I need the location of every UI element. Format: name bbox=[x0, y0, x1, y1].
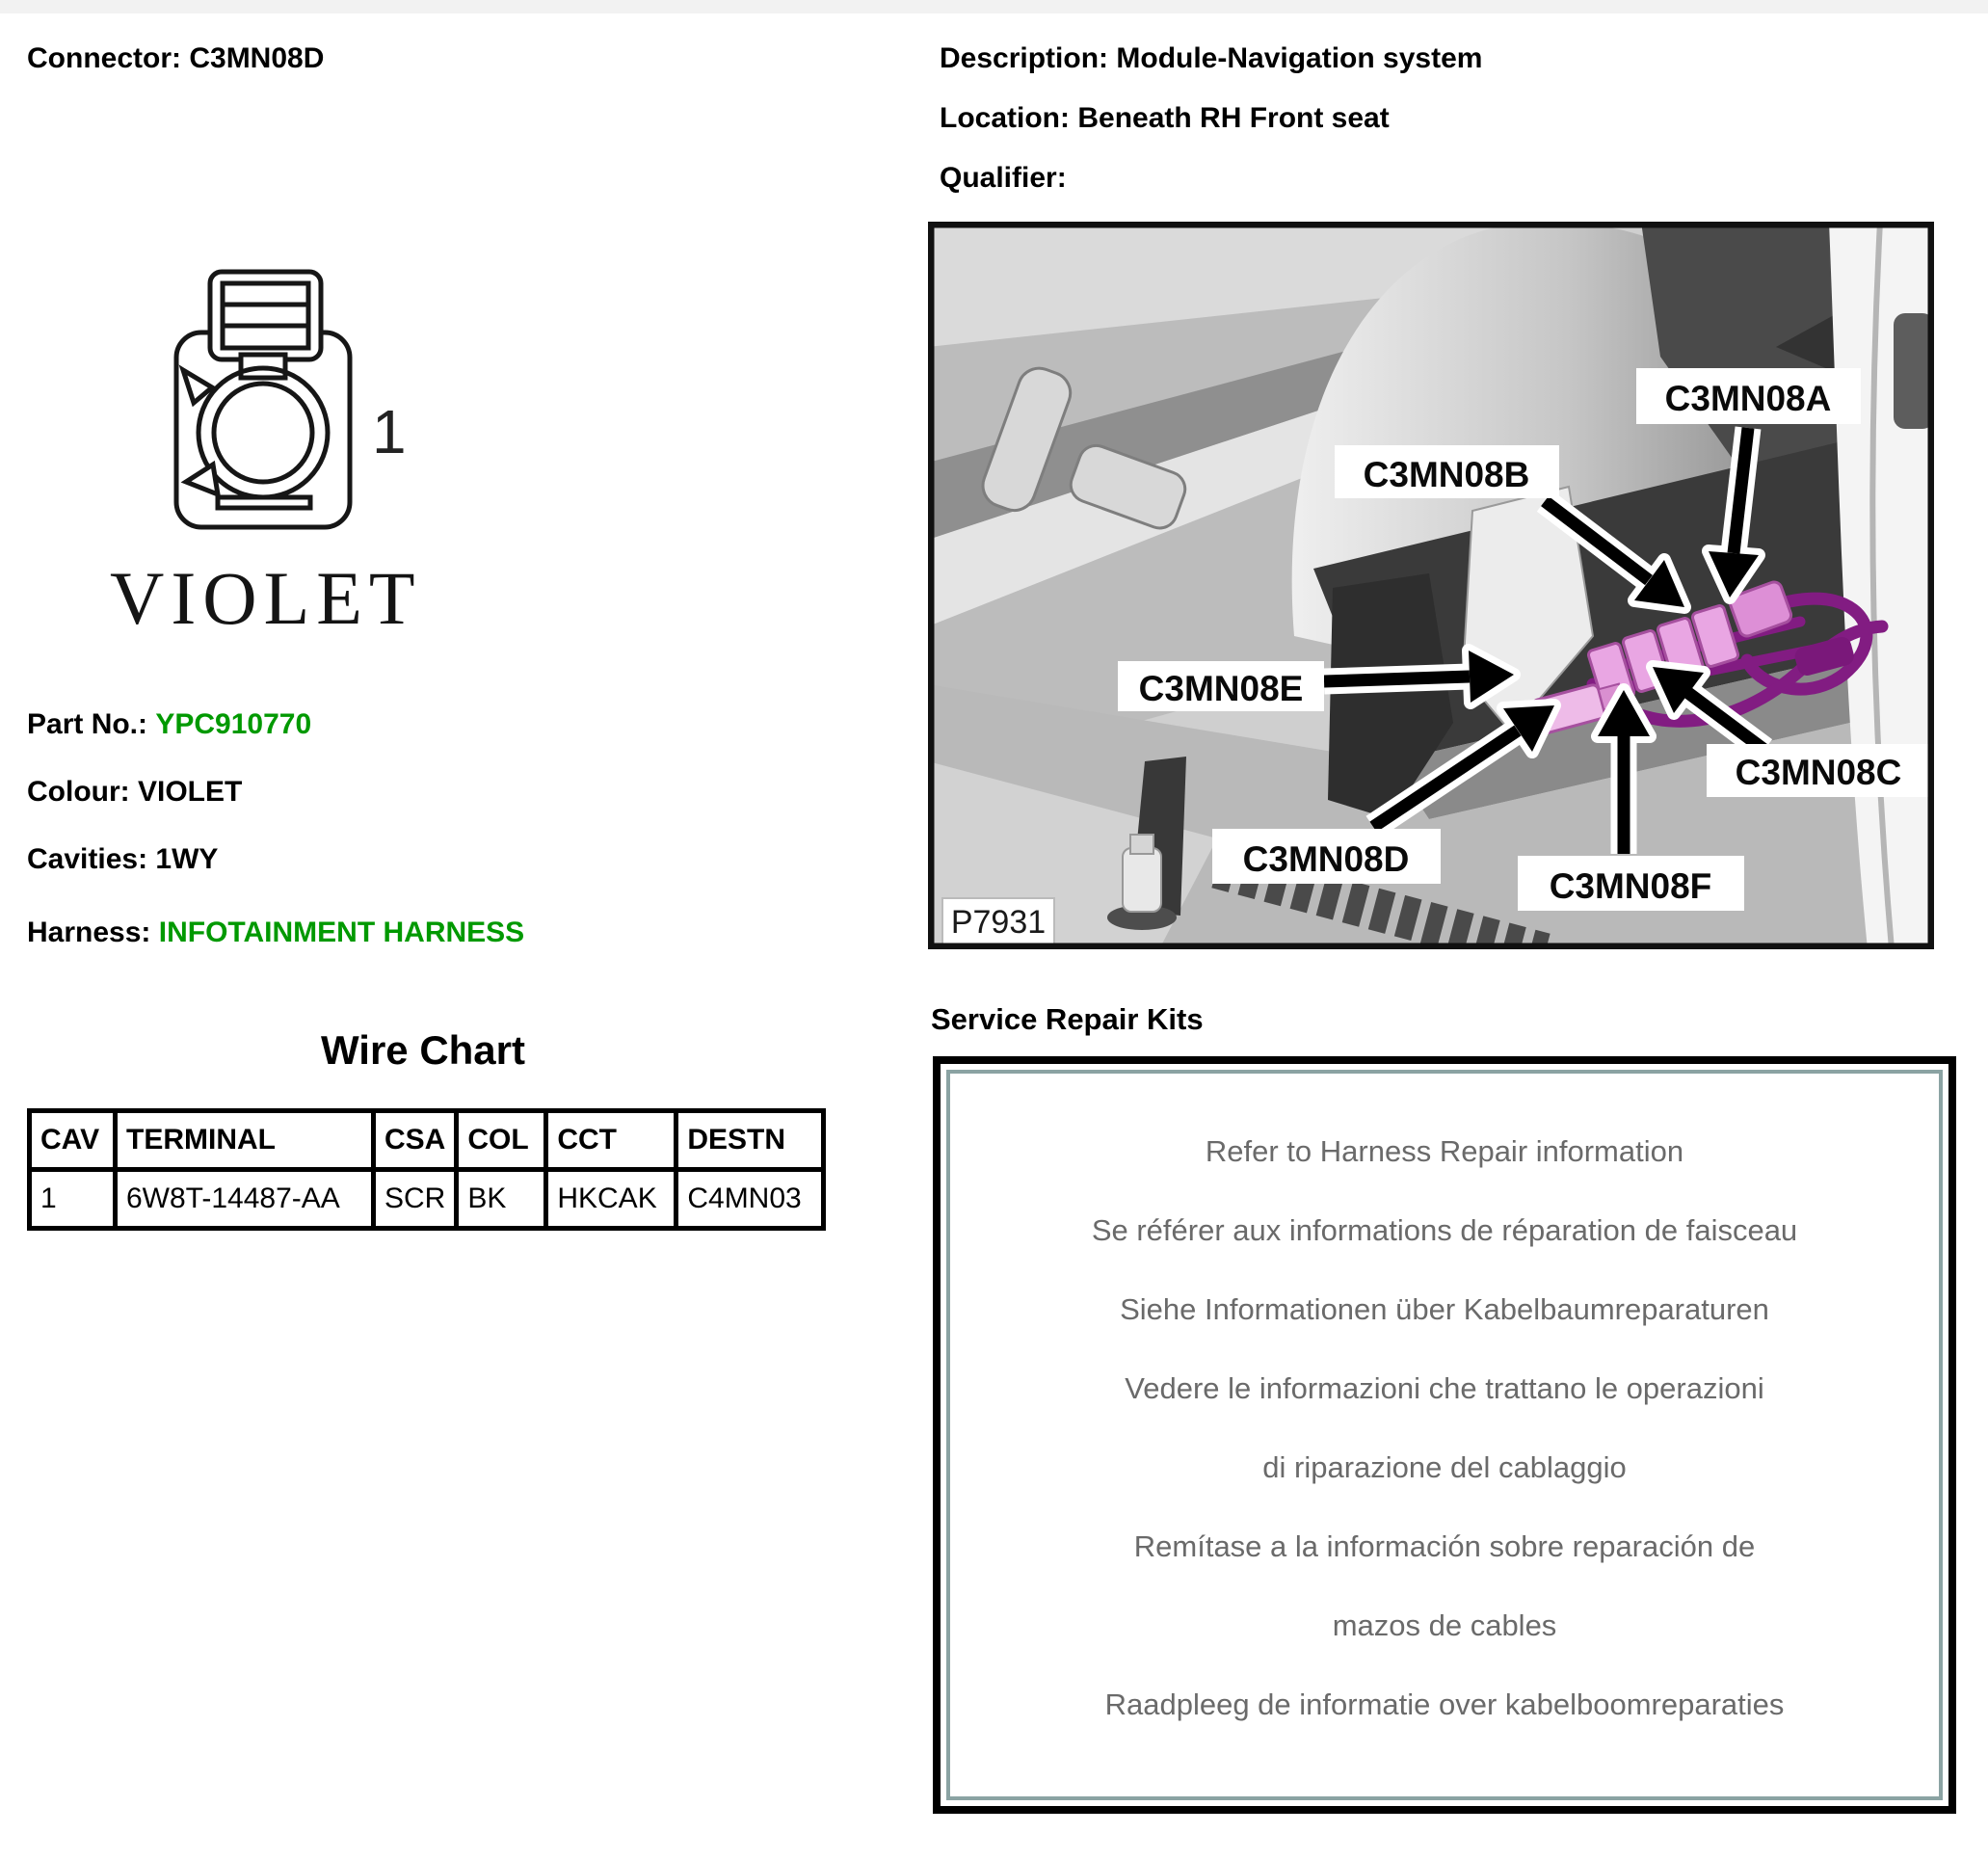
repair-line-it-1: Vedere le informazioni che trattano le operazioni bbox=[1125, 1371, 1764, 1405]
col-header-cav: CAV bbox=[30, 1111, 116, 1170]
description-header bbox=[940, 29, 1482, 208]
description-label: Description: bbox=[940, 42, 1109, 74]
figure-id-text: P7931 bbox=[950, 904, 1047, 941]
top-strip bbox=[0, 0, 1988, 13]
cell-terminal: 6W8T-14487-AA bbox=[116, 1170, 374, 1229]
cell-destn: C4MN03 bbox=[676, 1170, 824, 1229]
connector-value: C3MN08D bbox=[189, 42, 325, 74]
service-repair-kits-box bbox=[933, 1056, 1956, 1814]
repair-line-fr: Se référer aux informations de réparation de faisceau bbox=[1091, 1213, 1798, 1247]
callout-label-b: C3MN08B bbox=[1363, 455, 1530, 494]
harness-label: Harness: bbox=[27, 917, 151, 948]
col-header-col: COL bbox=[457, 1111, 546, 1170]
wire-chart-title: Wire Chart bbox=[321, 1027, 525, 1073]
repair-line-en: Refer to Harness Repair information bbox=[1205, 1134, 1684, 1168]
callout-label-a: C3MN08A bbox=[1664, 379, 1832, 418]
part-no-label: Part No.: bbox=[27, 708, 148, 740]
callout-c3mn08e bbox=[1118, 661, 1324, 711]
col-header-terminal: TERMINAL bbox=[116, 1111, 374, 1170]
repair-line-nl: Raadpleeg de informatie over kabelboomreparaties bbox=[1104, 1687, 1785, 1721]
callout-c3mn08f bbox=[1518, 856, 1744, 911]
location-value: Beneath RH Front seat bbox=[1077, 102, 1390, 134]
wire-chart-header-row bbox=[30, 1111, 824, 1170]
callout-label-c: C3MN08C bbox=[1735, 753, 1902, 792]
cavities-line bbox=[27, 843, 524, 876]
repair-line-it-2: di riparazione del cablaggio bbox=[1262, 1450, 1627, 1484]
colour-line bbox=[27, 776, 524, 809]
col-header-destn: DESTN bbox=[676, 1111, 824, 1170]
cell-csa: SCR bbox=[374, 1170, 457, 1229]
qualifier-line bbox=[940, 148, 1482, 208]
qualifier-label: Qualifier: bbox=[940, 162, 1067, 194]
mount-stud bbox=[1123, 848, 1161, 912]
description-value: Module-Navigation system bbox=[1116, 42, 1483, 74]
cavities-value: 1WY bbox=[155, 843, 219, 875]
repair-line-de: Siehe Informationen über Kabelbaumreparaturen bbox=[1120, 1292, 1769, 1326]
connector-header bbox=[27, 29, 324, 89]
repair-line-es-1: Remítase a la información sobre reparación de bbox=[1133, 1529, 1756, 1563]
service-repair-kits-inner-border bbox=[946, 1070, 1943, 1800]
connector-id-line bbox=[27, 29, 324, 89]
callout-label-f: C3MN08F bbox=[1549, 866, 1712, 906]
part-no-line bbox=[27, 708, 524, 741]
cell-cav: 1 bbox=[30, 1170, 116, 1229]
location-line bbox=[940, 89, 1482, 148]
description-line bbox=[940, 29, 1482, 89]
repair-line-es-2: mazos de cables bbox=[1332, 1608, 1557, 1642]
cavities-label: Cavities: bbox=[27, 843, 148, 875]
cavity-base-bar bbox=[218, 497, 310, 508]
cavity-number-label: 1 bbox=[372, 397, 407, 466]
wire-chart-table bbox=[27, 1108, 826, 1231]
callout-c3mn08a bbox=[1636, 368, 1861, 424]
part-no-value: YPC910770 bbox=[155, 708, 312, 740]
location-label: Location: bbox=[940, 102, 1070, 134]
colour-value: VIOLET bbox=[137, 776, 243, 808]
harness-line bbox=[27, 917, 524, 949]
colour-label: Colour: bbox=[27, 776, 130, 808]
location-photo bbox=[928, 222, 1934, 949]
callout-label-d: C3MN08D bbox=[1242, 839, 1410, 879]
connector-colour-word: VIOLET bbox=[110, 556, 422, 640]
connector-label: Connector: bbox=[27, 42, 181, 74]
harness-value: INFOTAINMENT HARNESS bbox=[158, 917, 525, 948]
col-header-csa: CSA bbox=[374, 1111, 457, 1170]
callout-c3mn08b bbox=[1335, 445, 1559, 498]
mount-stud-tip bbox=[1130, 835, 1153, 854]
connector-face-diagram bbox=[133, 200, 441, 557]
col-header-cct: CCT bbox=[546, 1111, 676, 1170]
cell-cct: HKCAK bbox=[546, 1170, 676, 1229]
part-info-block bbox=[27, 708, 524, 984]
figure-id-label bbox=[942, 898, 1054, 944]
callout-label-e: C3MN08E bbox=[1138, 669, 1304, 708]
callout-c3mn08c bbox=[1707, 744, 1930, 797]
service-repair-kits-title: Service Repair Kits bbox=[931, 1002, 1204, 1036]
cell-col: BK bbox=[457, 1170, 546, 1229]
callout-c3mn08d bbox=[1212, 829, 1441, 884]
table-row bbox=[30, 1170, 824, 1229]
